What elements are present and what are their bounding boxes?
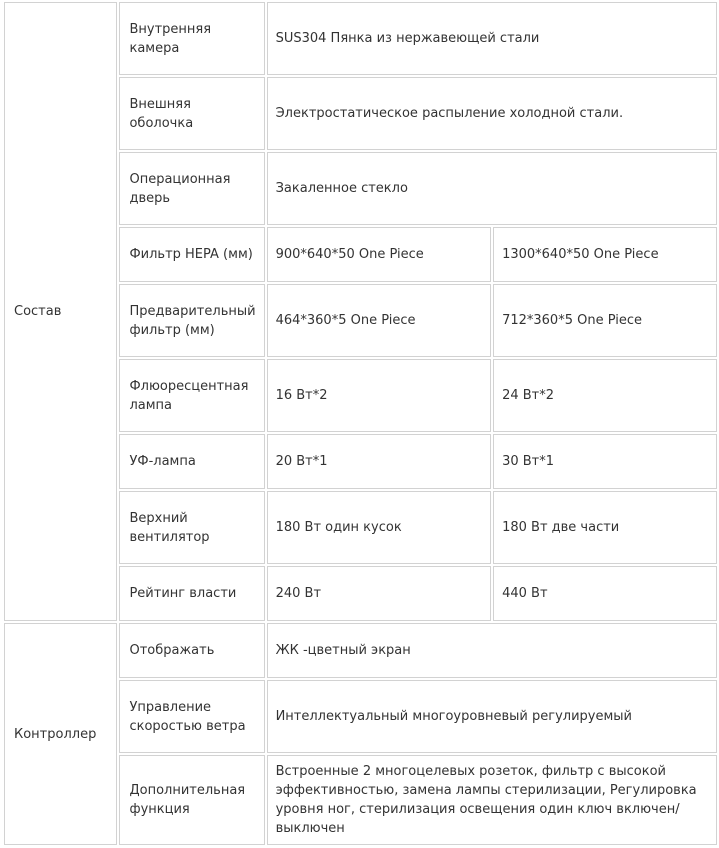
row-label: Предварительный фильтр (мм): [119, 284, 264, 357]
row-value: SUS304 Пянка из нержавеющей стали: [267, 2, 717, 75]
row-value: Закаленное стекло: [267, 152, 717, 225]
row-label: Внешняя оболочка: [119, 77, 264, 150]
row-value: 900*640*50 One Piece: [267, 227, 492, 282]
section-name-controller: Контроллер: [4, 623, 117, 845]
row-label: Рейтинг власти: [119, 566, 264, 621]
row-value: Встроенные 2 многоцелевых розеток, фильтр с высокой эффективностью, замена лампы стерилизации, Регулировка уровня ног, стерилизация освещения один ключ включен/ выключен: [267, 755, 717, 845]
table-row: [4, 2, 717, 75]
row-value: 20 Вт*1: [267, 434, 492, 489]
row-value: 24 Вт*2: [493, 359, 717, 432]
row-label: Операционная дверь: [119, 152, 264, 225]
row-value: 30 Вт*1: [493, 434, 717, 489]
row-value: 180 Вт один кусок: [267, 491, 492, 564]
spec-table: [2, 0, 719, 847]
row-label: Флюоресцентная лампа: [119, 359, 264, 432]
row-value: Электростатическое распыление холодной стали.: [267, 77, 717, 150]
row-label: УФ-лампа: [119, 434, 264, 489]
row-value: 440 Вт: [493, 566, 717, 621]
row-value: 180 Вт две части: [493, 491, 717, 564]
row-label: Верхний вентилятор: [119, 491, 264, 564]
row-value: 712*360*5 One Piece: [493, 284, 717, 357]
row-value: ЖК -цветный экран: [267, 623, 717, 678]
row-label: Внутренняя камера: [119, 2, 264, 75]
row-value: 240 Вт: [267, 566, 492, 621]
row-label: Отображать: [119, 623, 264, 678]
row-label: Фильтр HEPA (мм): [119, 227, 264, 282]
row-value: 1300*640*50 One Piece: [493, 227, 717, 282]
row-label: Дополнительная функция: [119, 755, 264, 845]
section-name-composition: Состав: [4, 2, 117, 621]
row-value: 464*360*5 One Piece: [267, 284, 492, 357]
table-row: [4, 623, 717, 678]
row-value: Интеллектуальный многоуровневый регулируемый: [267, 680, 717, 753]
row-value: 16 Вт*2: [267, 359, 492, 432]
row-label: Управление скоростью ветра: [119, 680, 264, 753]
